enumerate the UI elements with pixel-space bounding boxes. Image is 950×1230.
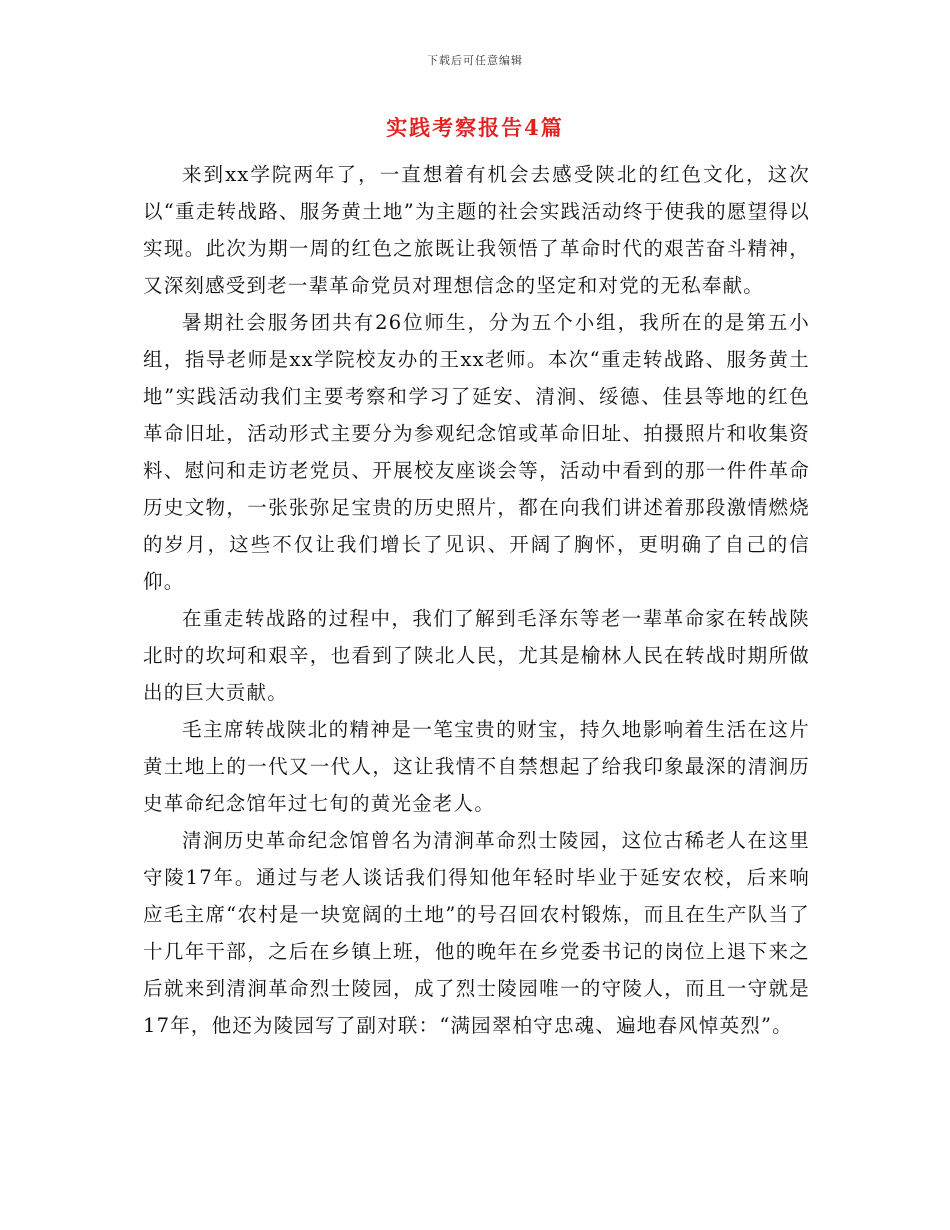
header-note: 下载后可任意编辑 [427,54,523,67]
paragraph: 清涧历史革命纪念馆曾名为清涧革命烈士陵园，这位古稀老人在这里守陵17年。通过与老人谈话我们得知他年轻时毕业于延安农校，后来响应毛主席“农村是一块宽阔的土地”的号召回农村锻炼，而且在生产队当了十几年干部，之后在乡镇上班，他的晚年在乡党委书记的岗位上退下来之后就来到清涧革命烈士陵园，成了烈士陵园唯一的守陵人，而且一守就是17年，他还为陵园写了副对联：“满园翠柏守忠魂、遍地春风悼英烈”。 [143,829,810,1037]
paragraph: 暑期社会服务团共有26位师生，分为五个小组，我所在的是第五小组，指导老师是xx学院校友办的王xx老师。本次“重走转战路、服务黄土地”实践活动我们主要考察和学习了延安、清涧、绥德、佳县等地的红色革命旧址，活动形式主要分为参观纪念馆或革命旧址、拍摄照片和收集资料、慰问和走访老党员、开展校友座谈会等，活动中看到的那一件件革命历史文物，一张张弥足宝贵的历史照片，都在向我们讲述着那段激情燃烧的岁月，这些不仅让我们增长了见识、开阔了胸怀，更明确了自己的信仰。 [143,311,810,593]
paragraph: 毛主席转战陕北的精神是一笔宝贵的财宝，持久地影响着生活在这片黄土地上的一代又一代人，这让我情不自禁想起了给我印象最深的清涧历史革命纪念馆年过七旬的黄光金老人。 [143,718,810,815]
paragraph: 来到xx学院两年了，一直想着有机会去感受陕北的红色文化，这次以“重走转战路、服务黄土地”为主题的社会实践活动终于使我的愿望得以实现。此次为期一周的红色之旅既让我领悟了革命时代的艰苦奋斗精神，又深刻感受到老一辈革命党员对理想信念的坚定和对党的无私奉献。 [143,163,810,297]
document-body [143,156,810,1044]
paragraph: 在重走转战路的过程中，我们了解到毛泽东等老一辈革命家在转战陕北时的坎坷和艰辛，也看到了陕北人民，尤其是榆林人民在转战时期所做出的巨大贡献。 [143,607,810,704]
document-title: 实践考察报告4篇 [386,115,564,140]
